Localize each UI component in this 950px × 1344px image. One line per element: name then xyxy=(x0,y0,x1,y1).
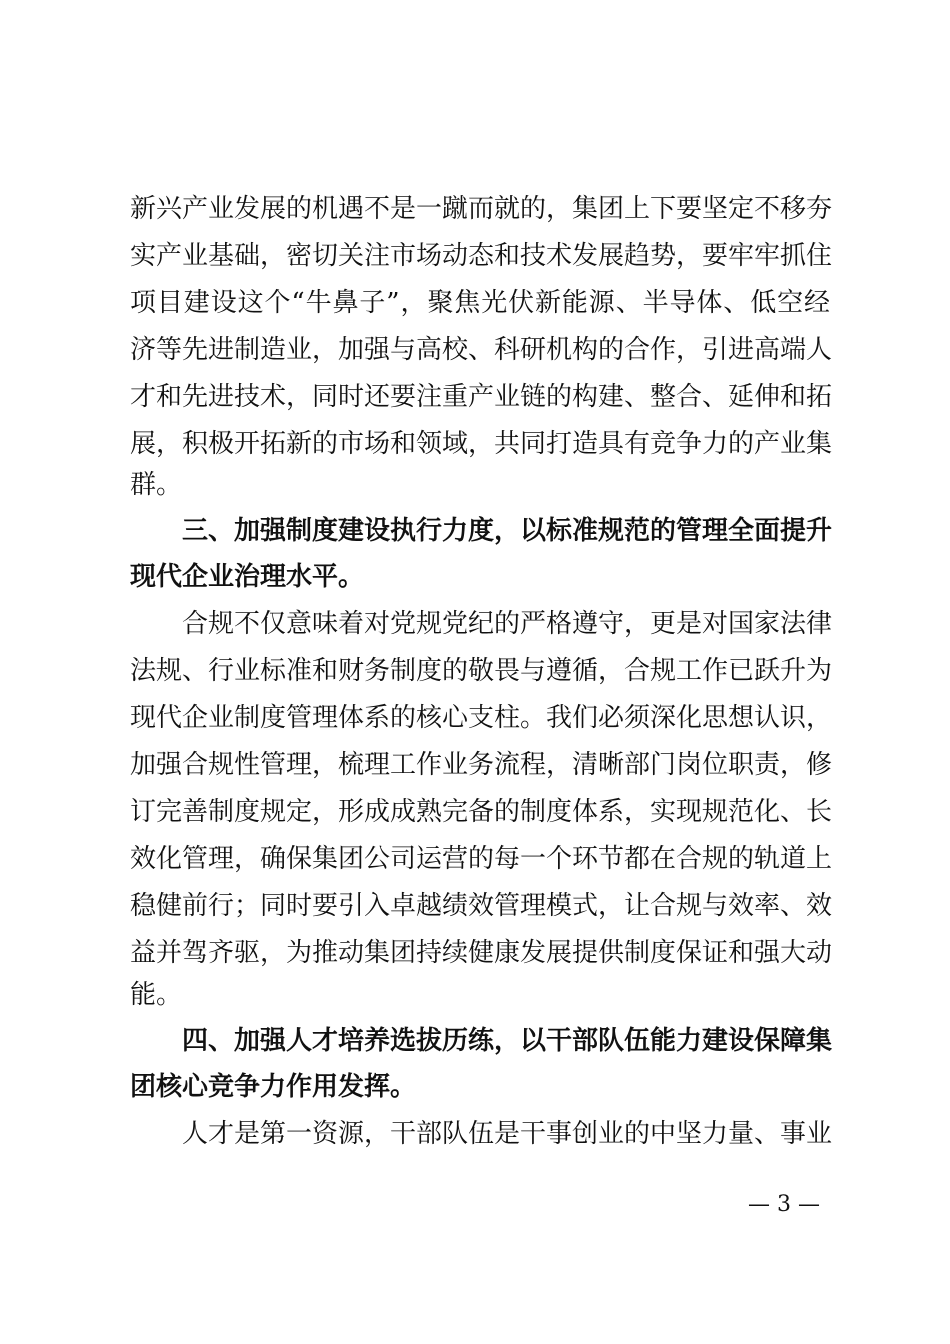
text-line: 人才是第一资源，干部队伍是干事创业的中坚力量、事业 xyxy=(182,1119,833,1149)
text-line: 现代企业制度管理体系的核心支柱。我们必须深化思想认识， xyxy=(130,703,833,733)
text-line: 新兴产业发展的机遇不是一蹴而就的，集团上下要坚定不移夯 xyxy=(130,194,833,224)
text-line: 稳健前行；同时要引入卓越绩效管理模式，让合规与效率、效 xyxy=(130,891,833,921)
text-line: 法规、行业标准和财务制度的敬畏与遵循，合规工作已跃升为 xyxy=(130,656,833,686)
text-line: 实产业基础，密切关注市场动态和技术发展趋势，要牢牢抓住 xyxy=(130,241,833,271)
text-line: 项目建设这个“牛鼻子”，聚焦光伏新能源、半导体、低空经 xyxy=(130,288,830,318)
section-heading: 三、加强制度建设执行力度，以标准规范的管理全面提升 xyxy=(182,516,833,546)
text-line: 能。 xyxy=(130,980,183,1010)
section-heading: 四、加强人才培养选拔历练，以干部队伍能力建设保障集 xyxy=(182,1026,833,1056)
text-line: 才和先进技术，同时还要注重产业链的构建、整合、延伸和拓 xyxy=(130,382,833,412)
text-line: 效化管理，确保集团公司运营的每一个环节都在合规的轨道上 xyxy=(130,844,833,874)
text-line: 益并驾齐驱，为推动集团持续健康发展提供制度保证和强大动 xyxy=(130,938,833,968)
text-line: 展，积极开拓新的市场和领域，共同打造具有竞争力的产业集 xyxy=(130,429,833,459)
text-line: 济等先进制造业，加强与高校、科研机构的合作，引进高端人 xyxy=(130,335,833,365)
section-heading: 团核心竞争力作用发挥。 xyxy=(130,1072,417,1102)
page-number: — 3 — xyxy=(748,1192,820,1217)
section-heading: 现代企业治理水平。 xyxy=(130,562,365,592)
text-line: 合规不仅意味着对党规党纪的严格遵守，更是对国家法律 xyxy=(182,609,833,639)
text-line: 订完善制度规定，形成成熟完备的制度体系，实现规范化、长 xyxy=(130,797,833,827)
text-line: 群。 xyxy=(130,470,183,500)
text-line: 加强合规性管理，梳理工作业务流程，清晰部门岗位职责，修 xyxy=(130,750,833,780)
